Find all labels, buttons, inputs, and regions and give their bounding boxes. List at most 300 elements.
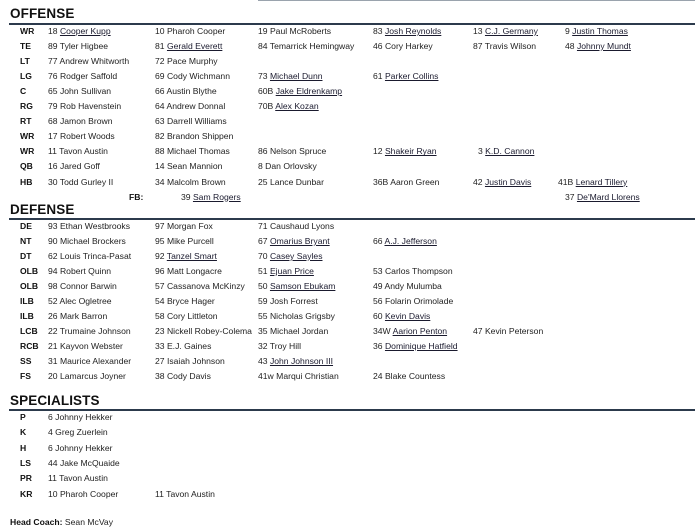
player-link[interactable]: Parker Collins (384, 71, 439, 82)
player-name: Matt Longacre (166, 266, 222, 276)
jersey-number: 98 (48, 281, 58, 291)
jersey-number: 35 (258, 326, 268, 336)
player-name: Travis Wilson (484, 41, 537, 52)
jersey-number: 11 (48, 473, 57, 484)
player-link[interactable]: A.J. Jefferson (384, 236, 437, 246)
jersey-number: 93 (48, 221, 58, 231)
jersey-number: 32 (258, 341, 268, 351)
player-entry[interactable] (373, 144, 437, 159)
player-link[interactable]: Josh Reynolds (384, 26, 442, 36)
jersey-number: 27 (155, 356, 165, 366)
jersey-number: 70B (258, 101, 274, 112)
jersey-number: 88 (155, 146, 165, 157)
jersey-number: 50 (258, 281, 268, 291)
player-entry (155, 114, 227, 129)
player-entry (155, 279, 245, 294)
player-entry[interactable] (565, 39, 631, 54)
head-coach-name: Sean McVay (64, 517, 114, 527)
player-entry (48, 294, 112, 309)
position-label: RG (20, 101, 33, 112)
player-entry[interactable] (181, 190, 241, 205)
player-entry (48, 487, 118, 502)
jersey-number: 16 (48, 161, 58, 172)
jersey-number: 23 (155, 326, 165, 336)
position-label: DE (20, 221, 32, 231)
jersey-number: 96 (155, 266, 165, 276)
player-link[interactable]: John Johnson III (269, 356, 334, 366)
depth-row (0, 190, 700, 205)
jersey-number: 24 (373, 371, 383, 381)
player-entry (155, 219, 213, 234)
jersey-number: 31 (48, 356, 58, 366)
player-entry (373, 369, 445, 384)
player-entry (48, 369, 126, 384)
player-entry (48, 456, 120, 471)
player-name: Lamarcus Joyner (59, 371, 126, 381)
player-name: Temarrick Hemingway (269, 41, 355, 52)
player-entry (48, 175, 113, 190)
player-name: Cody Wichmann (166, 71, 230, 82)
position-label: DT (20, 251, 32, 261)
player-entry[interactable] (373, 324, 447, 339)
player-name: Greg Zuerlein (55, 427, 108, 438)
jersey-number: 62 (48, 251, 58, 261)
player-link[interactable]: Jake Eldrenkamp (275, 86, 343, 97)
player-entry (48, 144, 108, 159)
player-entry (48, 84, 111, 99)
player-entry (373, 264, 453, 279)
section-title-offense: OFFENSE (10, 6, 75, 21)
jersey-number: 34 (155, 176, 165, 187)
player-name: John Sullivan (59, 86, 112, 97)
position-label: LT (20, 56, 30, 67)
player-entry[interactable] (258, 69, 323, 84)
player-name: Todd Gurley II (59, 176, 114, 187)
player-entry[interactable] (565, 190, 640, 205)
player-link[interactable]: De'Mard Llorens (576, 191, 640, 202)
jersey-number: 26 (48, 311, 58, 321)
player-entry (258, 219, 334, 234)
player-entry (48, 324, 131, 339)
depth-row (0, 144, 700, 159)
jersey-number: 43 (258, 356, 268, 366)
player-entry[interactable] (155, 249, 217, 264)
player-name: Cory Harkey (384, 41, 433, 52)
jersey-number: 13 (473, 26, 483, 36)
player-link[interactable]: Omarius Bryant (269, 236, 330, 246)
jersey-number: 66 (155, 86, 165, 97)
player-name: Folarin Orimolade (384, 296, 454, 306)
jersey-number: 71 (258, 221, 268, 231)
player-entry (48, 39, 108, 54)
jersey-number: 34W (373, 326, 391, 336)
player-name: Kayvon Webster (59, 341, 123, 351)
player-name: Johnny Hekker (55, 412, 113, 422)
depth-row (0, 441, 700, 456)
player-name: Tavon Austin (166, 488, 215, 499)
position-label: QB (20, 161, 33, 172)
player-name: Connor Barwin (59, 281, 117, 291)
jersey-number: 33 (155, 341, 165, 351)
jersey-number: 39 (181, 191, 191, 202)
player-name: Austin Blythe (166, 86, 217, 97)
depth-row (0, 264, 700, 279)
player-name: Blake Countess (384, 371, 446, 381)
jersey-number: 25 (258, 176, 268, 187)
depth-row (0, 471, 700, 486)
player-entry[interactable] (373, 309, 430, 324)
position-label: RT (20, 116, 32, 127)
player-entry[interactable] (258, 264, 314, 279)
player-name: Nicholas Grigsby (269, 311, 335, 321)
player-name: Cody Davis (166, 371, 211, 381)
section-title-defense: DEFENSE (10, 202, 75, 217)
position-label: FS (20, 371, 31, 381)
player-name: Josh Forrest (269, 296, 318, 306)
player-entry (258, 294, 318, 309)
player-link[interactable]: Samson Ebukam (269, 281, 336, 291)
player-entry (155, 309, 218, 324)
jersey-number: 65 (48, 86, 58, 97)
jersey-number: 82 (155, 131, 165, 142)
player-entry (258, 369, 339, 384)
jersey-number: 9 (565, 26, 570, 36)
player-entry (48, 234, 126, 249)
player-entry (155, 294, 215, 309)
jersey-number: 8 (258, 161, 263, 172)
player-name: Michael Thomas (166, 146, 230, 157)
player-name: Ethan Westbrooks (59, 221, 131, 231)
jersey-number: 95 (155, 236, 165, 246)
player-entry[interactable] (373, 339, 458, 354)
jersey-number: 36B (373, 176, 389, 187)
player-name: Pharoh Cooper (59, 488, 119, 499)
player-entry (258, 324, 328, 339)
jersey-number: 58 (155, 311, 165, 321)
depth-row (0, 84, 700, 99)
player-name: Cassanova McKinzy (166, 281, 245, 291)
jersey-number: 84 (258, 41, 268, 52)
depth-row (0, 99, 700, 114)
player-entry (155, 264, 222, 279)
player-name: Michael Jordan (269, 326, 329, 336)
player-link[interactable]: Justin Davis (484, 176, 532, 187)
position-label: WR (20, 131, 35, 142)
player-name: Troy Hill (269, 341, 301, 351)
player-name: Michael Brockers (59, 236, 126, 246)
player-link[interactable]: Cooper Kupp (59, 26, 111, 36)
depth-row (0, 487, 700, 502)
depth-row (0, 219, 700, 234)
player-entry (258, 24, 331, 39)
jersey-number: 72 (155, 56, 165, 67)
player-entry[interactable] (258, 279, 335, 294)
jersey-number: 41B (558, 176, 574, 187)
player-link[interactable]: Ejuan Price (269, 266, 314, 276)
player-name: Alec Ogletree (59, 296, 112, 306)
player-entry (48, 219, 130, 234)
player-name: Lance Dunbar (269, 176, 324, 187)
player-name: Pace Murphy (166, 56, 218, 67)
player-entry (48, 114, 113, 129)
player-link[interactable]: Aarion Penton (392, 326, 448, 336)
player-link[interactable]: Lenard Tillery (575, 176, 628, 187)
player-name: Isaiah Johnson (166, 356, 225, 366)
jersey-number: 68 (48, 116, 58, 127)
jersey-number: 10 (155, 26, 165, 36)
jersey-number: 60 (373, 311, 383, 321)
position-label: ILB (20, 311, 34, 321)
player-entry[interactable] (478, 144, 534, 159)
player-entry (48, 99, 121, 114)
player-entry[interactable] (258, 234, 330, 249)
player-name: Carlos Thompson (384, 266, 453, 276)
jersey-number: 66 (373, 236, 383, 246)
player-entry (155, 24, 225, 39)
depth-row (0, 294, 700, 309)
player-entry[interactable] (258, 99, 319, 114)
player-name: Tyler Higbee (59, 41, 109, 52)
player-entry (155, 144, 230, 159)
player-entry (48, 471, 108, 486)
player-link[interactable]: K.D. Cannon (485, 146, 535, 157)
player-name: Rob Havenstein (59, 101, 122, 112)
position-label: K (20, 427, 27, 438)
player-entry (155, 369, 211, 384)
head-coach (10, 517, 113, 527)
jersey-number: 20 (48, 371, 58, 381)
player-entry (48, 441, 113, 456)
jersey-number: 79 (48, 101, 58, 112)
jersey-number: 41w (258, 371, 274, 381)
player-entry[interactable] (473, 24, 538, 39)
jersey-number: 44 (48, 457, 58, 468)
depth-row (0, 354, 700, 369)
player-entry[interactable] (258, 84, 342, 99)
jersey-number: 47 (473, 326, 483, 336)
jersey-number: 37 (565, 191, 575, 202)
depth-row (0, 159, 700, 174)
jersey-number: 46 (373, 41, 383, 52)
player-name: Nickell Robey-Colema (166, 326, 252, 336)
position-label: NT (20, 236, 32, 246)
jersey-number: 63 (155, 116, 165, 127)
player-entry (155, 175, 226, 190)
jersey-number: 17 (48, 131, 58, 142)
player-name: Malcolm Brown (166, 176, 226, 187)
player-entry[interactable] (373, 24, 441, 39)
player-entry (473, 324, 543, 339)
player-name: Robert Quinn (59, 266, 112, 276)
player-entry[interactable] (48, 24, 111, 39)
top-divider (258, 0, 695, 1)
player-name: Aaron Green (390, 176, 440, 187)
position-label: TE (20, 41, 31, 52)
depth-row (0, 39, 700, 54)
section-title-specialists: SPECIALISTS (10, 393, 100, 408)
player-entry (258, 339, 301, 354)
jersey-number: 10 (48, 488, 58, 499)
position-label: WR (20, 146, 35, 157)
player-entry (48, 339, 123, 354)
player-link[interactable]: Gerald Everett (166, 41, 223, 52)
depth-row (0, 129, 700, 144)
depth-row (0, 425, 700, 440)
jersey-number: 87 (473, 41, 483, 52)
jersey-number: 52 (48, 296, 58, 306)
player-entry[interactable] (558, 175, 627, 190)
jersey-number: 19 (258, 26, 268, 36)
player-link[interactable]: Michael Dunn (269, 71, 323, 82)
depth-row (0, 309, 700, 324)
player-name: Brandon Shippen (166, 131, 234, 142)
player-link[interactable]: Justin Thomas (572, 26, 628, 36)
depth-row (0, 69, 700, 84)
player-entry (48, 249, 131, 264)
player-entry[interactable] (565, 24, 628, 39)
position-label: WR (20, 26, 35, 36)
player-entry (258, 309, 335, 324)
player-name: Maurice Alexander (59, 356, 132, 366)
player-entry[interactable] (258, 249, 323, 264)
jersey-number: 42 (473, 176, 483, 187)
depth-row (0, 339, 700, 354)
player-entry (48, 279, 117, 294)
depth-row (0, 279, 700, 294)
jersey-number: 21 (48, 341, 58, 351)
jersey-number: 22 (48, 326, 58, 336)
position-label: HB (20, 176, 33, 187)
player-link[interactable]: Dominique Hatfield (384, 341, 458, 351)
jersey-number: 64 (155, 101, 165, 112)
player-name: E.J. Gaines (166, 341, 212, 351)
player-link[interactable]: Tanzel Smart (166, 251, 217, 261)
jersey-number: 67 (258, 236, 268, 246)
player-link[interactable]: Sam Rogers (192, 191, 241, 202)
position-label: ILB (20, 296, 34, 306)
jersey-number: 57 (155, 281, 165, 291)
jersey-number: 6 (48, 412, 53, 422)
jersey-number: 55 (258, 311, 268, 321)
position-label: LS (20, 457, 31, 468)
player-entry (48, 425, 108, 440)
position-label: H (20, 442, 27, 453)
jersey-number: 83 (373, 26, 383, 36)
jersey-number: 81 (155, 41, 165, 52)
jersey-number: 97 (155, 221, 165, 231)
player-name: Nelson Spruce (269, 146, 327, 157)
player-entry (473, 39, 536, 54)
depth-row (0, 234, 700, 249)
position-label: LCB (20, 326, 38, 336)
player-entry (155, 354, 225, 369)
jersey-number: 11 (48, 146, 57, 157)
player-link[interactable]: Casey Sayles (269, 251, 323, 261)
player-name: Caushaud Lyons (269, 221, 335, 231)
player-name: Cory Littleton (166, 311, 218, 321)
player-entry (48, 54, 129, 69)
player-link[interactable]: Kevin Davis (384, 311, 431, 321)
player-name: Dan Orlovsky (265, 161, 317, 172)
player-name: Jake McQuaide (59, 457, 120, 468)
player-name: Tavon Austin (59, 146, 108, 157)
depth-row (0, 24, 700, 39)
position-label: RCB (20, 341, 39, 351)
depth-row (0, 324, 700, 339)
player-entry (258, 159, 317, 174)
player-name: Paul McRoberts (269, 26, 332, 36)
player-entry (48, 264, 111, 279)
depth-row (0, 369, 700, 384)
player-name: Jared Goff (59, 161, 100, 172)
player-entry[interactable] (373, 69, 438, 84)
player-entry (48, 159, 100, 174)
player-entry[interactable] (473, 175, 531, 190)
position-label: OLB (20, 281, 39, 291)
position-label: C (20, 86, 27, 97)
position-label: SS (20, 356, 32, 366)
player-link[interactable]: Shakeir Ryan (384, 146, 437, 157)
position-label: P (20, 412, 26, 422)
player-link[interactable]: Johnny Mundt (576, 41, 631, 52)
depth-row (0, 410, 700, 425)
jersey-number: 92 (155, 251, 165, 261)
jersey-number: 60B (258, 86, 274, 97)
player-entry[interactable] (258, 354, 333, 369)
player-entry (155, 84, 217, 99)
player-name: Marqui Christian (276, 371, 339, 381)
player-name: Louis Trinca-Pasat (59, 251, 132, 261)
player-name: Robert Woods (59, 131, 115, 142)
jersey-number: 14 (155, 161, 165, 172)
position-label: OLB (20, 266, 39, 276)
jersey-number: 6 (48, 442, 53, 453)
player-name: Mark Barron (59, 311, 108, 321)
player-link[interactable]: C.J. Germany (484, 26, 538, 36)
player-entry (155, 234, 214, 249)
jersey-number: 3 (478, 146, 483, 157)
player-name: Rodger Saffold (59, 71, 118, 82)
player-name: Andy Mulumba (384, 281, 442, 291)
player-name: Trumaine Johnson (59, 326, 131, 336)
jersey-number: 49 (373, 281, 383, 291)
jersey-number: 94 (48, 266, 58, 276)
head-coach-label: Head Coach: (10, 517, 63, 527)
jersey-number: 51 (258, 266, 268, 276)
jersey-number: 73 (258, 71, 268, 82)
player-name: Andrew Donnal (166, 101, 226, 112)
jersey-number: 76 (48, 71, 58, 82)
position-label: FB: (129, 191, 144, 202)
player-name: Sean Mannion (166, 161, 223, 172)
player-entry (155, 69, 230, 84)
jersey-number: 54 (155, 296, 165, 306)
player-entry (155, 339, 211, 354)
player-link[interactable]: Alex Kozan (275, 101, 319, 112)
player-name: Morgan Fox (166, 221, 213, 231)
player-entry (373, 294, 453, 309)
jersey-number: 12 (373, 146, 383, 157)
player-entry (155, 54, 218, 69)
player-entry[interactable] (155, 39, 222, 54)
jersey-number: 36 (373, 341, 383, 351)
player-entry (155, 129, 233, 144)
player-entry (373, 279, 442, 294)
jersey-number: 48 (565, 41, 575, 52)
depth-row (0, 54, 700, 69)
player-name: Mike Purcell (166, 236, 214, 246)
player-entry[interactable] (373, 234, 437, 249)
